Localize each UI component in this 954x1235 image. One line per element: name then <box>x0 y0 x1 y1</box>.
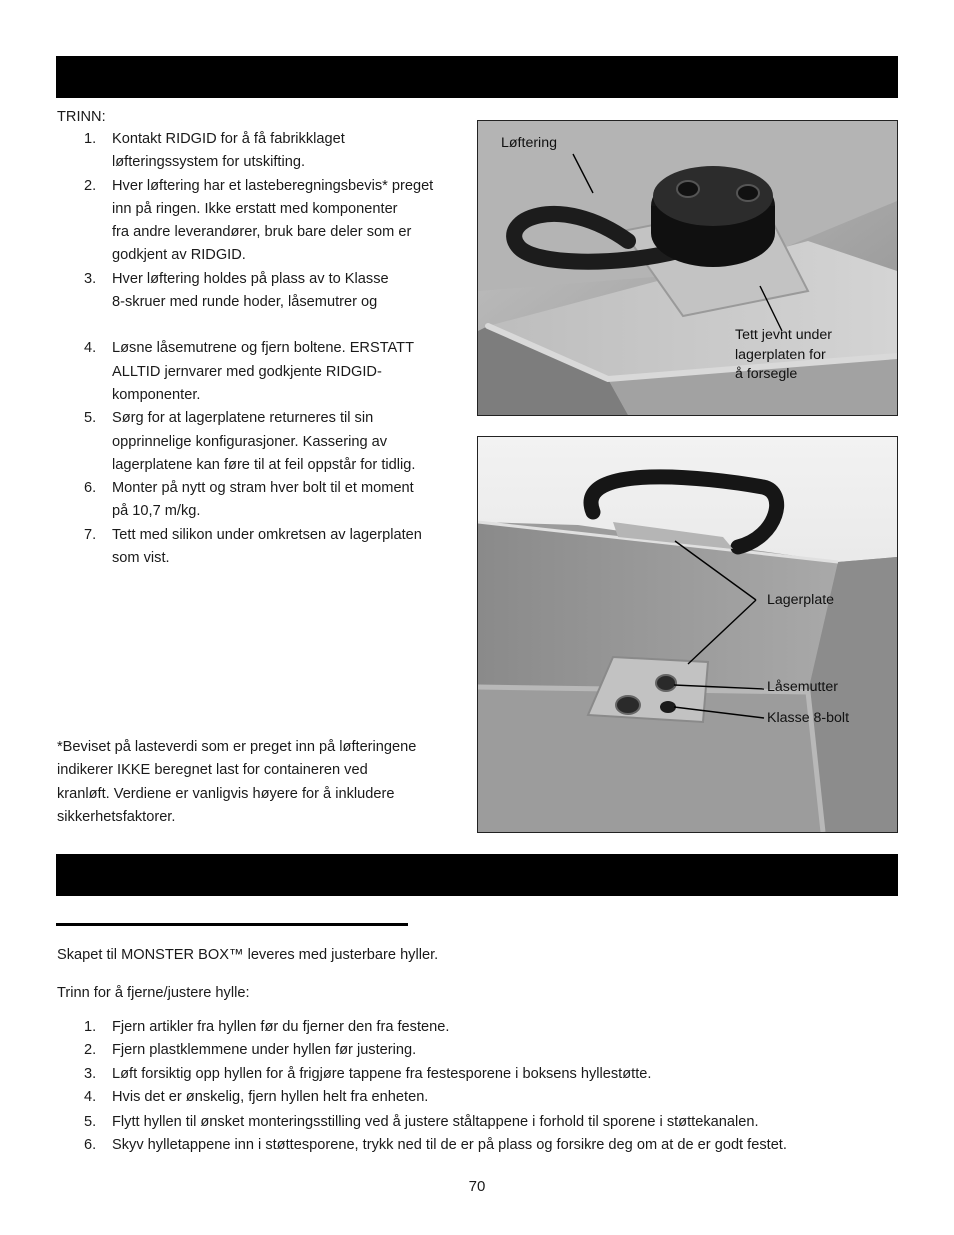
list-item <box>57 407 457 477</box>
list-item <box>57 1086 917 1109</box>
step-line: fra andre leverandører, bruk bare deler som er <box>112 224 412 241</box>
step-line: Sørg for at lagerplatene returneres til sin <box>112 410 374 427</box>
list-item <box>57 175 457 268</box>
step-number: 2. <box>84 177 97 194</box>
shelf-steps-label: Trinn for å fjerne/justere hylle: <box>57 985 250 1001</box>
list-item <box>57 1134 917 1157</box>
step-line: inn på ringen. Ikke erstatt med komponenter <box>112 200 398 217</box>
step-number: 6. <box>84 480 97 497</box>
load-rating-footnote <box>57 736 457 829</box>
lifting-ring-steps <box>57 128 457 570</box>
label-lock-nut: Låsemutter <box>767 679 838 695</box>
list-item <box>57 337 457 407</box>
step-text: Hvis det er ønskelig, fjern hyllen helt fra enheten. <box>112 1088 429 1105</box>
step-line: som vist. <box>112 550 170 567</box>
footnote-line: *Beviset på lasteverdi som er preget inn på løfteringene <box>57 739 417 755</box>
step-text: Skyv hylletappene inn i støttesporene, trykk ned til de er på plass og forsikre deg om at de er godt festet. <box>112 1137 787 1154</box>
list-item <box>57 477 457 524</box>
step-line: løfteringssystem for utskifting. <box>112 154 306 171</box>
step-line: lagerplatene kan føre til at feil oppstår for tidlig. <box>112 456 416 473</box>
step-number: 4. <box>84 340 97 357</box>
footnote-line: indikerer IKKE beregnet last for containeren ved <box>57 762 368 779</box>
bearing-plate-photo <box>477 436 898 833</box>
shelf-adjust-steps <box>57 1016 917 1158</box>
step-line: Hver løftering har et lasteberegningsbevis* preget <box>112 177 434 194</box>
label-seal-line: å forsegle <box>735 366 798 382</box>
step-line: Monter på nytt og stram hver bolt til et moment <box>112 480 414 497</box>
list-item <box>57 128 457 175</box>
step-number: 1. <box>84 1019 97 1035</box>
step-number: 1. <box>84 131 97 147</box>
step-number: 6. <box>84 1137 97 1154</box>
step-text: Fjern plastklemmene under hyllen før justering. <box>112 1042 417 1059</box>
step-line: komponenter. <box>112 386 201 403</box>
step-number: 7. <box>84 526 97 543</box>
label-seal-line: lagerplaten for <box>735 346 826 363</box>
footnote-line: kranløft. Verdiene er vanligvis høyere for å inkludere <box>57 785 395 802</box>
step-line: Tett med silikon under omkretsen av lagerplaten <box>112 526 422 543</box>
step-line: opprinnelige konfigurasjoner. Kassering av <box>112 433 388 450</box>
label-seal-line: Tett jevnt under <box>735 327 833 343</box>
label-seal-instruction <box>735 326 832 385</box>
step-number: 5. <box>84 410 97 427</box>
shelf-intro: Skapet til MONSTER BOX™ leveres med justerbare hyller. <box>57 947 439 963</box>
page-number: 70 <box>468 1178 486 1195</box>
step-line: ALLTID jernvarer med godkjente RIDGID- <box>112 363 382 380</box>
step-text: Fjern artikler fra hyllen før du fjerner den fra festene. <box>112 1019 450 1035</box>
list-item <box>57 268 457 315</box>
step-text: Flytt hyllen til ønsket monteringsstilling ved å justere ståltappene i forhold til sporene i støttekanalen. <box>112 1114 759 1131</box>
label-bearing-plate: Lagerplate <box>767 592 835 608</box>
list-item <box>57 1039 917 1062</box>
step-line: på 10,7 m/kg. <box>112 503 201 520</box>
label-class8-bolt: Klasse 8-bolt <box>767 710 850 726</box>
step-number: 3. <box>84 270 97 287</box>
list-item <box>57 1063 917 1086</box>
step-number: 2. <box>84 1042 97 1059</box>
subsection-rule <box>56 923 408 926</box>
bearing-plate-illustration <box>478 437 897 832</box>
list-item <box>57 1016 917 1039</box>
step-text: Løft forsiktig opp hyllen for å frigjøre tappene fra festesporene i boksens hyllestøtte. <box>112 1065 652 1082</box>
label-lifting-ring: Løftering <box>501 135 557 151</box>
footnote-line: sikkerhetsfaktorer. <box>57 808 176 825</box>
step-line: Hver løftering holdes på plass av to Klasse <box>112 270 389 287</box>
steps-label: TRINN: <box>57 109 106 125</box>
step-number: 3. <box>84 1065 97 1082</box>
step-number: 5. <box>84 1114 97 1131</box>
step-line: Løsne låsemutrene og fjern boltene. ERSTATT <box>112 340 415 357</box>
list-item <box>57 524 457 571</box>
section-header-bar <box>56 56 898 98</box>
step-line: Kontakt RIDGID for å få fabrikklaget <box>112 131 345 147</box>
lifting-ring-illustration <box>478 121 897 415</box>
section-header-bar <box>56 854 898 896</box>
lifting-ring-photo <box>477 120 898 416</box>
list-item <box>57 1111 917 1134</box>
step-number: 4. <box>84 1088 97 1105</box>
step-line: 8-skruer med runde hoder, låsemutrer og <box>112 294 378 311</box>
step-line: godkjent av RIDGID. <box>112 247 246 264</box>
